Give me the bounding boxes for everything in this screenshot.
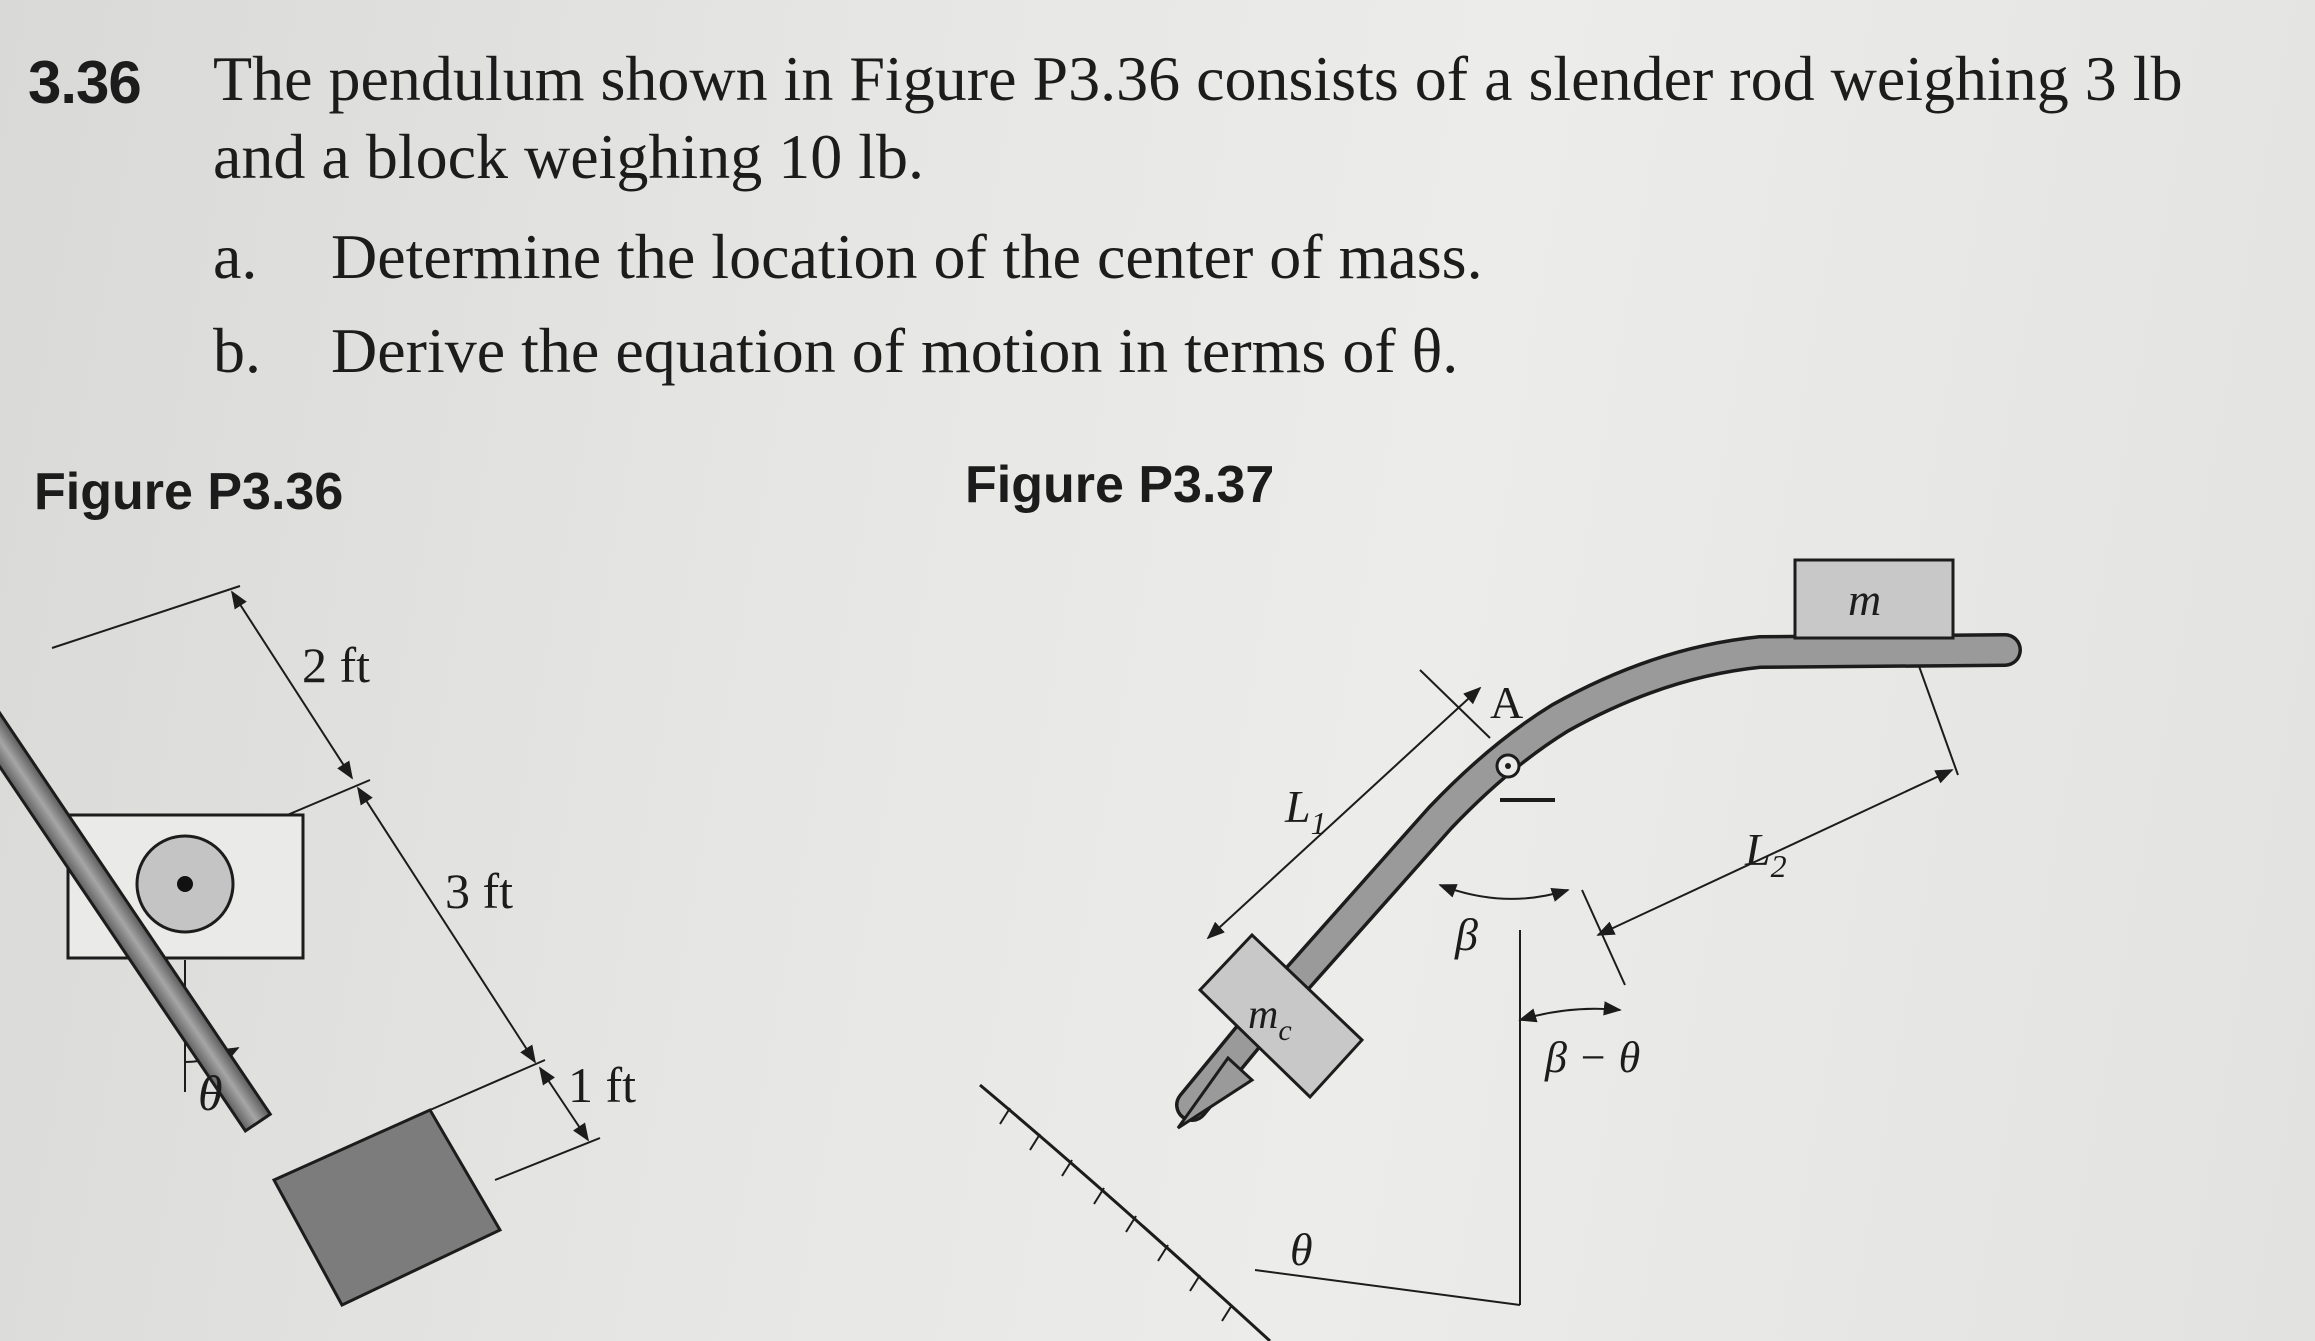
beta-arc — [1440, 885, 1568, 899]
label-beta-minus-theta: β − θ — [1545, 1033, 1641, 1082]
label-theta-p337: θ — [1290, 1224, 1313, 1275]
extension-line-block-top — [430, 1060, 545, 1110]
part-b-text: Derive the equation of motion in terms of θ. — [331, 315, 1459, 386]
label-beta: β — [1455, 909, 1478, 960]
arc-tick-marks — [1000, 1108, 1232, 1321]
figure-p337-drawing — [980, 560, 2005, 1341]
figure-p337-caption: Figure P3.37 — [965, 456, 1275, 514]
beta-theta-arc — [1520, 1009, 1620, 1020]
label-m: m — [1848, 574, 1882, 625]
label-1ft: 1 ft — [568, 1057, 637, 1113]
figure-p336-drawing — [0, 586, 636, 1305]
pivot-point — [177, 876, 193, 892]
statement-line-2: and a block weighing 10 lb. — [213, 121, 924, 192]
dimension-line-3ft — [358, 788, 535, 1062]
L2-extension-left — [1582, 890, 1625, 985]
L1-extension — [1420, 670, 1490, 738]
p337-theta-leader — [1255, 1270, 1520, 1305]
label-L1: $L_1$ — [1285, 781, 1327, 841]
extension-line-top — [52, 586, 240, 648]
label-L2: $L_2$ — [1745, 824, 1787, 884]
part-a-label: a. — [213, 221, 258, 292]
L2-extension-right — [1915, 655, 1958, 775]
label-theta: θ — [198, 1065, 223, 1121]
extension-line-block-bottom — [495, 1138, 600, 1180]
problem-number: 3.36 — [28, 49, 141, 116]
label-mc: $m_c$ — [1248, 992, 1292, 1047]
part-a-text: Determine the location of the center of mass. — [331, 221, 1483, 292]
label-3ft: 3 ft — [445, 863, 514, 919]
hanging-block — [274, 1110, 500, 1305]
label-A: A — [1490, 677, 1524, 728]
statement-line-1: The pendulum shown in Figure P3.36 consists of a slender rod weighing 3 lb — [213, 43, 2183, 114]
figure-p336-caption: Figure P3.36 — [34, 463, 344, 521]
label-2ft: 2 ft — [302, 637, 371, 693]
swing-arc — [980, 1085, 1270, 1341]
part-b-label: b. — [213, 315, 261, 386]
